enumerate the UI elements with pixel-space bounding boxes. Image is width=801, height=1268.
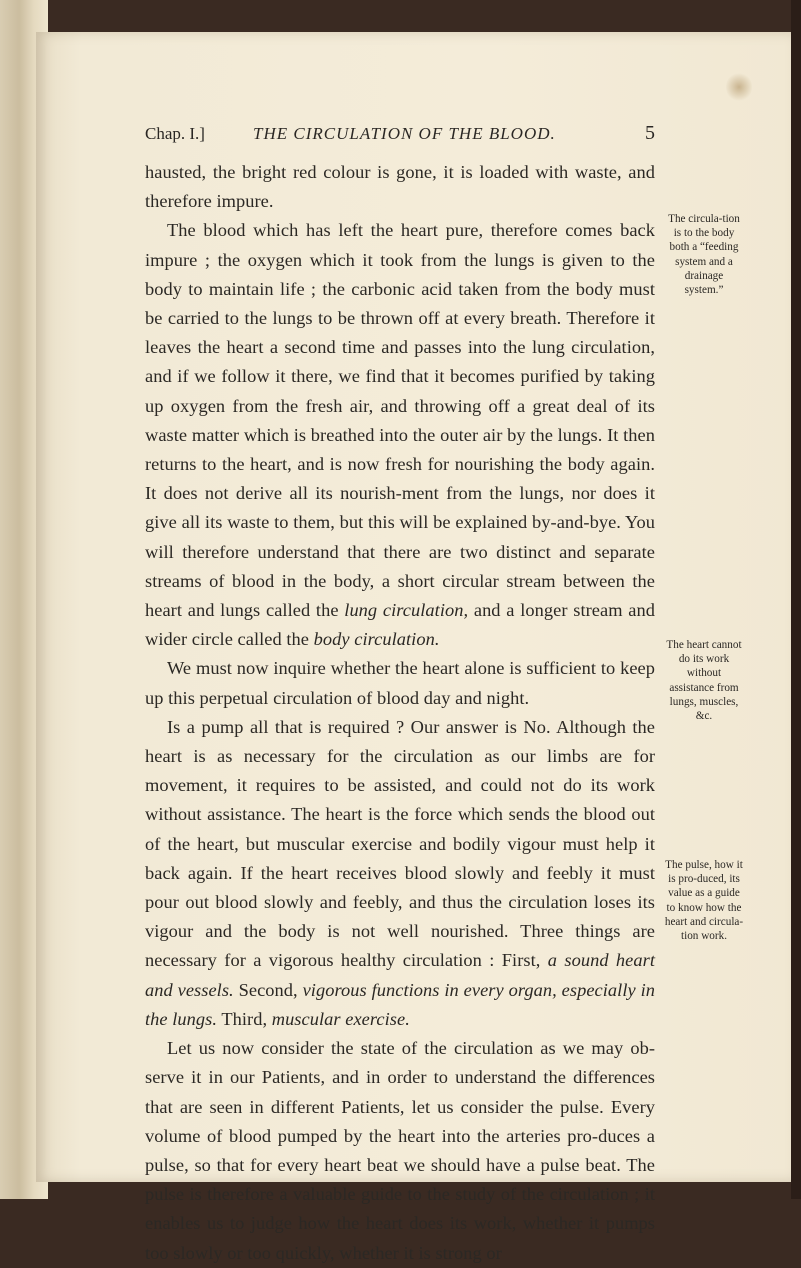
term-body-circulation: body circulation. [313,629,440,650]
body-text [145,158,655,1268]
term-vigorous-functions: vigorous functions in every organ, especially in the lungs. [145,979,655,1029]
paragraph-1: hausted, the bright red colour is gone, it is loaded with waste, and therefore impure. [145,162,655,212]
running-title: THE CIRCULATION OF THE BLOOD. [253,124,556,143]
paper-stain [726,72,752,102]
third-label: Third, [217,1008,272,1029]
book-edge-right [791,0,801,1199]
page-header [145,124,655,150]
paragraph-2-join: and a longer stream and wider circle called the [145,600,655,650]
second-label: Second, [233,979,303,1000]
paragraph-2 [145,216,655,654]
term-muscular-exercise: muscular exercise. [271,1008,410,1029]
term-sound-heart: a sound heart and vessels. [145,950,655,1000]
margin-note-pulse: The pulse, how it is pro-duced, its value as a guide to know how the heart and circula-tion work. [664,859,744,943]
term-lung-circulation: lung circulation, [344,600,469,621]
paragraph-4-text: Is a pump all that is required ? Our answer is No. Although the heart is as necessary for the circulation as our limbs are for movement, it requires to be assisted, and could not do its work without assistance. The heart is the force which sends the blood out of the heart, but muscular exercise and bodily vigour must help it back again. If the heart receives blood slowly and feebly it must pour out blood slowly and feebly, and thus the circulation loses its vigour and the body is not well nourished. Three things are necessary for a vigorous healthy circulation : First, [145,716,655,971]
paragraph-2-text: The blood which has left the heart pure, therefore comes back impure ; the oxygen which it took from the lungs is given to the body to maintain life ; the carbonic acid taken from the body must be carried to the lungs to be thrown off at every breath. Therefore it leaves the heart a second time and passes into the lung circulation, and if we follow it there, we find that it becomes purified by taking up oxygen from the fresh air, and throwing off a great deal of its waste matter which is breathed into the outer air by the lungs. It then returns to the heart, and is now fresh for nourishing the body again. It does not derive all its nourish-ment from the lungs, nor does it give all its waste to them, but this will be explained by-and-bye. You will therefore understand that there are two distinct and separate streams of blood in the body, a short circular stream between the heart and lungs called the [145,220,655,621]
paragraph-3: We must now inquire whether the heart alone is sufficient to keep up this perpetual circulation of blood day and night. [145,658,655,708]
paragraph-5: Let us now consider the state of the circulation as we may ob-serve it in our Patients, and in order to understand the differences that are seen in different Patients, let us consider the pulse. Every volume of blood pumped by the heart into the arteries pro-duces a pulse, so that for every heart beat we should have a pulse beat. The pulse is therefore a valuable guide to the study of the circulation ; it enables us to judge how the heart does its work, whether it pumps too slowly or too quickly, whether it is strong or [145,1038,655,1263]
paragraph-4 [145,713,655,1034]
chapter-label: Chap. I.] [145,124,205,143]
margin-note-heart-assistance: The heart cannot do its work without assistance from lungs, muscles, &c. [666,639,742,723]
page-number: 5 [645,122,655,144]
margin-note-feeding-system: The circula-tion is to the body both a “feeding system and a drainage system.” [668,213,740,297]
